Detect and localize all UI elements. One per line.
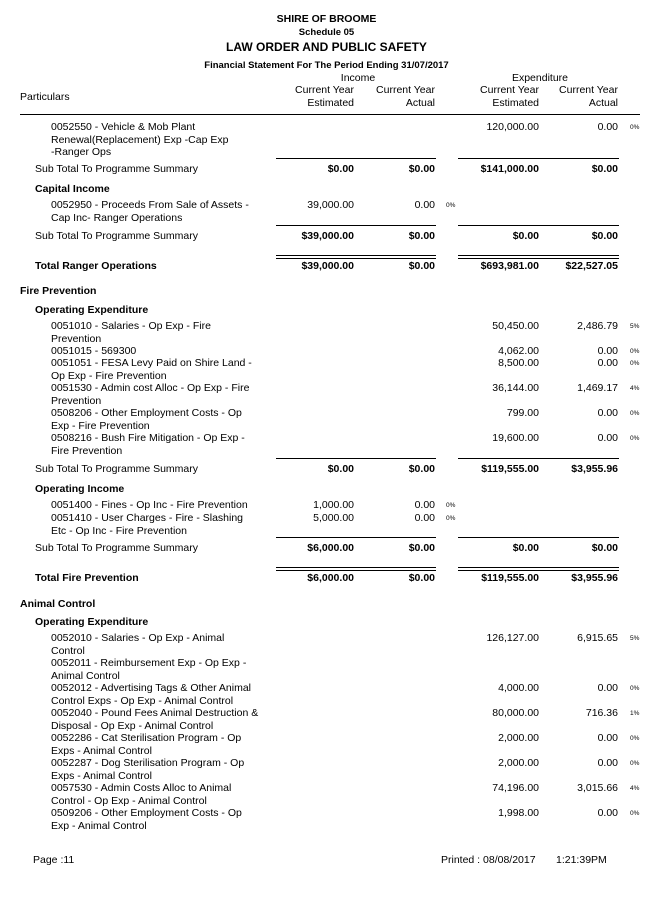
expenditure-actual: 0.00 [597, 757, 618, 769]
expenditure-actual-total: $0.00 [591, 542, 618, 554]
account-label-line: 0052287 - Dog Sterilisation Program - Op [51, 757, 245, 769]
expenditure-estimated-total: $0.00 [512, 230, 539, 242]
account-label-line: 0508206 - Other Employment Costs - Op [51, 407, 242, 419]
income-estimated-total: $39,000.00 [301, 230, 354, 242]
expenditure-estimated: 4,000.00 [498, 682, 539, 694]
account-label-line: Disposal - Op Exp - Animal Control [51, 719, 214, 732]
account-label-line: Exp - Fire Prevention [51, 419, 150, 432]
exp-act-header-2: Actual [588, 97, 618, 109]
expenditure-percent: 1% [630, 710, 640, 717]
expenditure-header: Expenditure [511, 72, 569, 84]
account-label [51, 657, 266, 682]
expenditure-actual: 0.00 [597, 807, 618, 819]
expenditure-percent: 0% [630, 735, 640, 742]
income-actual: 0.00 [414, 512, 435, 524]
account-label-line: 0052950 - Proceeds From Sale of Assets - [51, 199, 249, 211]
inc-est-header-1: Current Year [295, 84, 354, 96]
income-estimated-total: $39,000.00 [301, 260, 354, 272]
account-label [51, 757, 266, 782]
expenditure-actual-total: $3,955.96 [571, 572, 618, 584]
account-label-line: 0052010 - Salaries - Op Exp - Animal [51, 632, 225, 644]
expenditure-percent: 0% [630, 410, 640, 417]
expenditure-actual: 0.00 [597, 121, 618, 133]
expenditure-actual: 1,469.17 [577, 382, 618, 394]
expenditure-rule [458, 537, 619, 538]
account-label-line: 0052286 - Cat Sterilisation Program - Op [51, 732, 242, 744]
report-title: LAW ORDER AND PUBLIC SAFETY [226, 40, 427, 54]
account-label-line: 0051010 - Salaries - Op Exp - Fire [51, 320, 211, 332]
header-rule [20, 114, 640, 115]
account-label [51, 382, 266, 407]
expenditure-actual: 0.00 [597, 732, 618, 744]
income-estimated: 5,000.00 [313, 512, 354, 524]
expenditure-estimated-total: $0.00 [512, 542, 539, 554]
exp-est-header-1: Current Year [480, 84, 539, 96]
account-label-line: 0051400 - Fines - Op Inc - Fire Prevention [51, 499, 248, 511]
account-label-line: Exp - Animal Control [51, 819, 147, 832]
income-percent: 0% [446, 502, 456, 509]
expenditure-percent: 0% [630, 760, 640, 767]
expenditure-percent: 0% [630, 360, 640, 367]
exp-act-header-1: Current Year [559, 84, 618, 96]
expenditure-rule [458, 567, 619, 571]
group-heading: Operating Income [35, 483, 125, 495]
expenditure-estimated: 4,062.00 [498, 345, 539, 357]
expenditure-rule [458, 225, 619, 226]
expenditure-actual: 0.00 [597, 432, 618, 444]
expenditure-actual: 0.00 [597, 345, 618, 357]
account-label-line: 0051015 - 569300 [51, 345, 137, 357]
account-label-line: 0508216 - Bush Fire Mitigation - Op Exp - [51, 432, 245, 444]
income-estimated-total: $6,000.00 [307, 542, 354, 554]
income-actual-total: $0.00 [408, 463, 435, 475]
expenditure-estimated: 80,000.00 [492, 707, 539, 719]
expenditure-estimated: 120,000.00 [486, 121, 539, 133]
income-rule [276, 567, 436, 571]
expenditure-percent: 0% [630, 435, 640, 442]
expenditure-percent: 0% [630, 348, 640, 355]
expenditure-actual: 6,915.65 [577, 632, 618, 644]
account-label [51, 682, 266, 707]
inc-est-header-2: Estimated [307, 97, 354, 109]
expenditure-estimated: 74,196.00 [492, 782, 539, 794]
expenditure-estimated: 2,000.00 [498, 757, 539, 769]
account-label [51, 199, 266, 224]
account-label-line: 0052550 - Vehicle & Mob Plant [51, 121, 196, 133]
total-label: Total Fire Prevention [35, 572, 139, 584]
income-header: Income [340, 72, 376, 84]
expenditure-percent: 4% [630, 385, 640, 392]
subtotal-label: Sub Total To Programme Summary [35, 163, 199, 175]
expenditure-percent: 0% [630, 685, 640, 692]
income-rule [276, 225, 436, 226]
account-label-line: Renewal(Replacement) Exp -Cap Exp [51, 133, 229, 146]
schedule-label: Schedule 05 [298, 27, 355, 38]
account-label [51, 357, 266, 382]
account-label [51, 732, 266, 757]
income-estimated: 39,000.00 [307, 199, 354, 211]
income-actual: 0.00 [414, 199, 435, 211]
account-label [51, 432, 266, 457]
account-label-line: Prevention [51, 394, 102, 407]
expenditure-percent: 0% [630, 124, 640, 131]
account-label-line: Op Exp - Fire Prevention [51, 369, 167, 382]
account-label [51, 121, 266, 159]
expenditure-percent: 5% [630, 323, 640, 330]
report-subtitle: Financial Statement For The Period Ending 31/07/2017 [204, 60, 449, 71]
account-label-line: Cap Inc- Ranger Operations [51, 211, 183, 224]
account-label [51, 499, 266, 512]
account-label-line: Control Exps - Op Exp - Animal Control [51, 694, 234, 707]
expenditure-estimated-total: $119,555.00 [481, 572, 539, 584]
income-estimated: 1,000.00 [313, 499, 354, 511]
expenditure-percent: 5% [630, 635, 640, 642]
expenditure-actual: 0.00 [597, 407, 618, 419]
expenditure-actual: 716.36 [585, 707, 618, 719]
account-label-line: Prevention [51, 332, 102, 345]
printed-time: 1:21:39PM [556, 854, 607, 866]
page-number: Page :11 [33, 854, 75, 866]
group-heading: Capital Income [35, 183, 110, 195]
expenditure-estimated: 2,000.00 [498, 732, 539, 744]
account-label-line: 0052011 - Reimbursement Exp - Op Exp - [51, 657, 247, 669]
expenditure-actual-total: $3,955.96 [571, 463, 618, 475]
org-name: SHIRE OF BROOME [276, 13, 377, 25]
income-estimated-total: $0.00 [327, 163, 354, 175]
account-label [51, 782, 266, 807]
income-rule [276, 537, 436, 538]
particulars-header: Particulars [20, 91, 70, 103]
income-percent: 0% [446, 515, 456, 522]
subtotal-label: Sub Total To Programme Summary [35, 542, 199, 554]
account-label-line: 0509206 - Other Employment Costs - Op [51, 807, 242, 819]
expenditure-estimated: 8,500.00 [498, 357, 539, 369]
account-label [51, 707, 266, 732]
expenditure-estimated: 126,127.00 [486, 632, 539, 644]
account-label-line: Exps - Animal Control [51, 769, 152, 782]
inc-act-header-1: Current Year [376, 84, 435, 96]
expenditure-percent: 0% [630, 810, 640, 817]
printed-date: Printed : 08/08/2017 [441, 854, 536, 866]
account-label-line: 0051410 - User Charges - Fire - Slashing [51, 512, 244, 524]
account-label [51, 807, 266, 832]
expenditure-actual-total: $22,527.05 [565, 260, 618, 272]
account-label-line: Control [51, 644, 85, 657]
account-label-line: 0057530 - Admin Costs Alloc to Animal [51, 782, 232, 794]
expenditure-estimated: 799.00 [506, 407, 539, 419]
expenditure-actual-total: $0.00 [591, 230, 618, 242]
expenditure-percent: 4% [630, 785, 640, 792]
account-label [51, 407, 266, 432]
expenditure-estimated-total: $693,981.00 [480, 260, 539, 272]
expenditure-estimated: 50,450.00 [492, 320, 539, 332]
income-actual-total: $0.00 [408, 230, 435, 242]
expenditure-estimated-total: $141,000.00 [480, 163, 539, 175]
expenditure-rule [458, 158, 619, 159]
subtotal-label: Sub Total To Programme Summary [35, 230, 199, 242]
section-heading: Fire Prevention [20, 285, 97, 297]
account-label [51, 512, 266, 537]
total-label: Total Ranger Operations [35, 260, 157, 272]
expenditure-rule [458, 255, 619, 259]
account-label [51, 345, 266, 358]
income-rule [276, 458, 436, 459]
group-heading: Operating Expenditure [35, 616, 149, 628]
account-label-line: Fire Prevention [51, 444, 123, 457]
expenditure-rule [458, 458, 619, 459]
income-estimated-total: $0.00 [327, 463, 354, 475]
account-label-line: Exps - Animal Control [51, 744, 152, 757]
expenditure-estimated: 36,144.00 [492, 382, 539, 394]
income-percent: 0% [446, 202, 456, 209]
expenditure-actual: 0.00 [597, 357, 618, 369]
expenditure-estimated: 1,998.00 [498, 807, 539, 819]
account-label-line: 0052040 - Pound Fees Animal Destruction & [51, 707, 259, 719]
account-label-line: Etc - Op Inc - Fire Prevention [51, 524, 187, 537]
income-rule [276, 255, 436, 259]
expenditure-estimated: 19,600.00 [492, 432, 539, 444]
subtotal-label: Sub Total To Programme Summary [35, 463, 199, 475]
account-label [51, 632, 266, 657]
account-label-line: 0052012 - Advertising Tags & Other Animal [51, 682, 252, 694]
account-label-line: 0051051 - FESA Levy Paid on Shire Land - [51, 357, 252, 369]
account-label [51, 320, 266, 345]
account-label-line: Animal Control [51, 669, 120, 682]
expenditure-actual-total: $0.00 [591, 163, 618, 175]
income-actual: 0.00 [414, 499, 435, 511]
account-label-line: -Ranger Ops [51, 146, 112, 158]
inc-act-header-2: Actual [405, 97, 435, 109]
expenditure-estimated-total: $119,555.00 [481, 463, 539, 475]
section-heading: Animal Control [20, 598, 96, 610]
expenditure-actual: 2,486.79 [577, 320, 618, 332]
account-label-line: Control - Op Exp - Animal Control [51, 794, 207, 807]
income-actual-total: $0.00 [408, 542, 435, 554]
income-actual-total: $0.00 [408, 572, 435, 584]
expenditure-actual: 3,015.66 [577, 782, 618, 794]
income-actual-total: $0.00 [408, 163, 435, 175]
exp-est-header-2: Estimated [492, 97, 539, 109]
expenditure-actual: 0.00 [597, 682, 618, 694]
income-estimated-total: $6,000.00 [307, 572, 354, 584]
income-actual-total: $0.00 [408, 260, 435, 272]
account-label-line: 0051530 - Admin cost Alloc - Op Exp - Fire [51, 382, 250, 394]
income-rule [276, 158, 436, 159]
group-heading: Operating Expenditure [35, 304, 149, 316]
